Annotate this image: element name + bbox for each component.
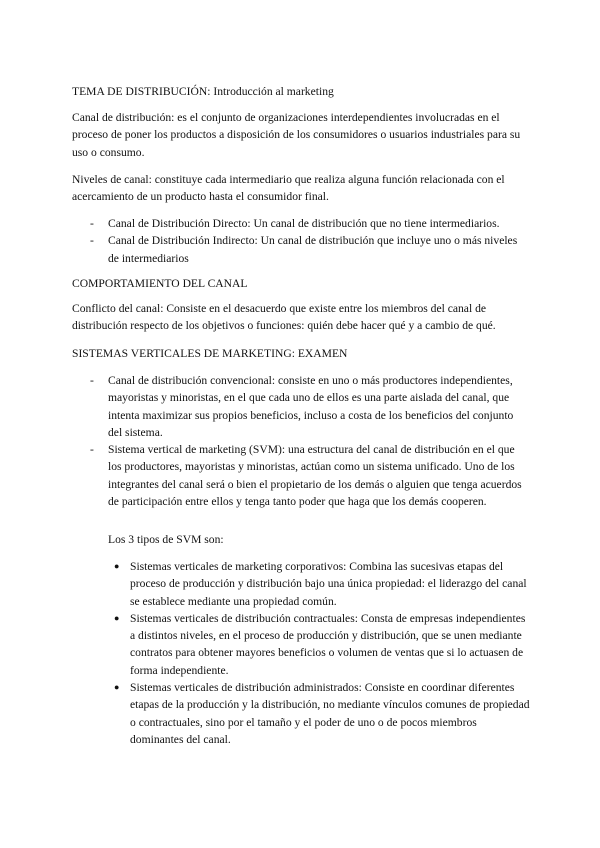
bullet-marker: ● bbox=[114, 612, 120, 623]
heading-sistemas-verticales: SISTEMAS VERTICALES DE MARKETING: EXAMEN bbox=[72, 347, 348, 360]
paragraph-conflicto: Conflicto del canal: Consiste en el desacuerdo que existe entre los miembros del canal de distribución respecto de los objetivos o funciones: quién debe hacer qué y a cambio de qué. bbox=[72, 302, 496, 333]
dash-marker: - bbox=[90, 443, 94, 457]
niveles-list bbox=[72, 215, 530, 267]
dash-marker: - bbox=[90, 217, 94, 230]
dash-marker: - bbox=[90, 234, 94, 248]
heading-comportamiento: COMPORTAMIENTO DEL CANAL bbox=[72, 277, 248, 290]
bullet-marker: ● bbox=[114, 561, 120, 571]
paragraph-niveles-canal: Niveles de canal: constituye cada intermediario que realiza alguna función relacionada con el acercamiento de un producto hasta el consumidor final. bbox=[72, 173, 505, 204]
list-item: - Canal de Distribución Indirecto: Un canal de distribución que incluye uno o más niveles de intermediarios bbox=[90, 234, 518, 265]
document-title: TEMA DE DISTRIBUCIÓN: Introducción al marketing bbox=[72, 85, 334, 98]
list-item: ● Sistemas verticales de distribución contractuales: Consta de empresas independientes a distintos niveles, en el proceso de producción y distribución, que se unen mediante contratos para obtener mayores beneficios o volumen de ventas que si lo actuasen de forma independiente. bbox=[114, 611, 526, 677]
list-item: ● Sistemas verticales de marketing corporativos: Combina las sucesivas etapas del proceso de producción y distribución bajo una única propiedad: el liderazgo del canal se establece mediante una propiedad común. bbox=[114, 560, 527, 608]
paragraph-canal-distribucion: Canal de distribución: es el conjunto de organizaciones interdependientes involucradas en el proceso de poner los productos a disposición de los consumidores o usuarios industriales para su uso o consumo. bbox=[72, 111, 521, 159]
list-item: ● Sistemas verticales de distribución administrados: Consiste en coordinar diferentes etapas de la producción y la distribución, no mediante vínculos comunes de propiedad o contractuales, sino por el tamaño y el poder de uno o de pocos miembros dominantes del canal. bbox=[114, 681, 530, 746]
paragraph-tipos-svm: Los 3 tipos de SVM son: bbox=[108, 533, 224, 546]
dash-marker: - bbox=[90, 374, 94, 387]
list-item: - Sistema vertical de marketing (SVM): una estructura del canal de distribución en el que los productores, mayoristas y minoristas, actúan como un sistema unificado. Uno de los integrantes del canal será o bien el propietario de los demás o alguien que tenga acuerdos de participación entre ellos y tenga tanto poder que haga que los demás cooperen. bbox=[90, 443, 522, 509]
bullet-marker: ● bbox=[114, 682, 120, 693]
list-item: - Canal de distribución convencional: consiste en uno o más productores independientes, mayoristas y minoristas, en el que cada uno de ellos es una parte aislada del canal, que intenta maximizar sus propios beneficios, incluso a costa de los beneficios del conjunto del sistema. bbox=[90, 374, 514, 439]
tipos-svm-list bbox=[108, 558, 530, 748]
list-item: - Canal de Distribución Directo: Un canal de distribución que no tiene intermediarios. bbox=[72, 215, 530, 232]
sistemas-list bbox=[72, 372, 530, 510]
